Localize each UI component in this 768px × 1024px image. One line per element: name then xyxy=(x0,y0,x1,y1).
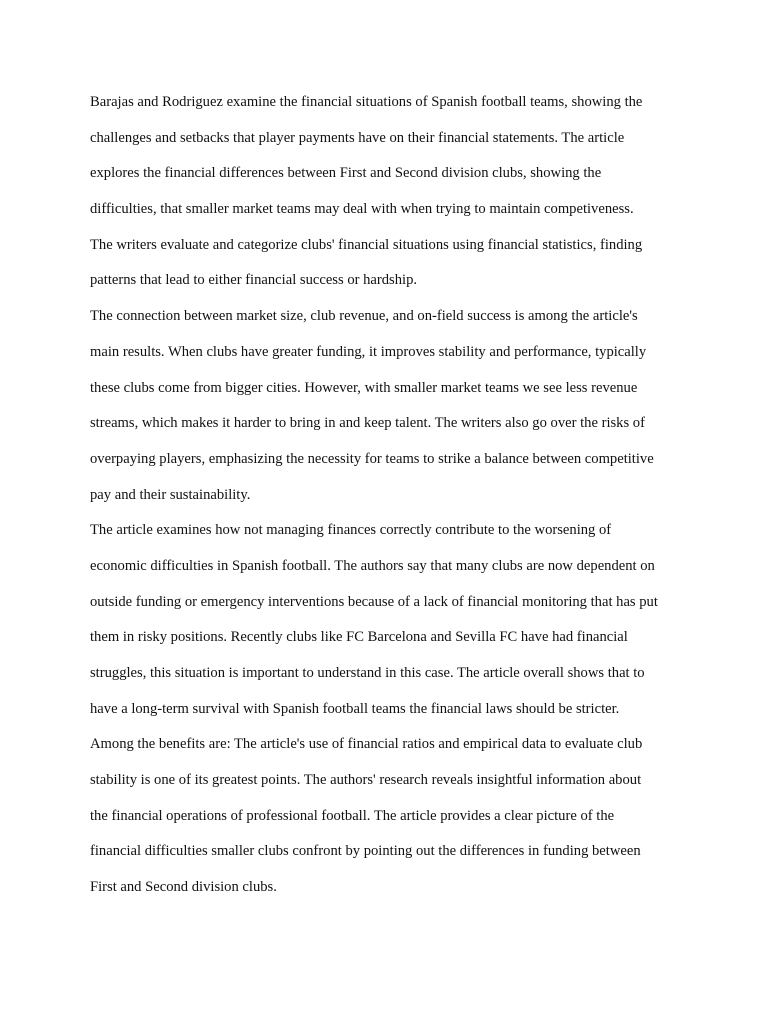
text-line: pay and their sustainability. xyxy=(90,486,251,503)
text-line: the financial operations of professional football. The article provides a clear picture of the xyxy=(90,807,615,824)
text-line: outside funding or emergency interventions because of a lack of financial monitoring that has put xyxy=(90,593,658,610)
text-line: them in risky positions. Recently clubs like FC Barcelona and Sevilla FC have had financial xyxy=(90,629,628,646)
text-line: The connection between market size, club revenue, and on-field success is among the article's xyxy=(90,308,638,325)
paragraph-4 xyxy=(90,727,690,905)
text-line: struggles, this situation is important to understand in this case. The article overall shows that to xyxy=(90,665,645,681)
text-line: The article examines how not managing finances correctly contribute to the worsening of xyxy=(90,522,612,539)
text-line: financial difficulties smaller clubs confront by pointing out the differences in funding between xyxy=(90,843,641,860)
paragraph-3 xyxy=(90,513,690,727)
paragraph-1 xyxy=(90,85,690,299)
text-line: streams, which makes it harder to bring in and keep talent. The writers also go over the risks of xyxy=(90,415,645,432)
text-line: overpaying players, emphasizing the necessity for teams to strike a balance between competitive xyxy=(90,450,654,467)
text-line: economic difficulties in Spanish football. The authors say that many clubs are now dependent on xyxy=(90,557,655,574)
text-line: have a long-term survival with Spanish football teams the financial laws should be stricter. xyxy=(90,700,620,717)
text-line: main results. When clubs have greater funding, it improves stability and performance, typically xyxy=(90,343,647,360)
text-line: Barajas and Rodriguez examine the financial situations of Spanish football teams, showing the xyxy=(90,94,643,110)
text-line: these clubs come from bigger cities. However, with smaller market teams we see less revenue xyxy=(90,379,638,396)
text-line: challenges and setbacks that player payments have on their financial statements. The article xyxy=(90,129,625,146)
text-line: patterns that lead to either financial success or hardship. xyxy=(90,272,418,289)
text-line: stability is one of its greatest points. The authors' research reveals insightful information about xyxy=(90,772,642,789)
text-line: explores the financial differences between First and Second division clubs, showing the xyxy=(90,165,602,182)
document-body xyxy=(90,85,690,906)
text-line: difficulties, that smaller market teams may deal with when trying to maintain competiveness. xyxy=(90,201,634,218)
text-line: Among the benefits are: The article's use of financial ratios and empirical data to evaluate club xyxy=(90,736,643,753)
text-line: The writers evaluate and categorize clubs' financial situations using financial statistics, finding xyxy=(90,236,643,253)
text-line: First and Second division clubs. xyxy=(90,879,277,896)
paragraph-2 xyxy=(90,299,690,513)
